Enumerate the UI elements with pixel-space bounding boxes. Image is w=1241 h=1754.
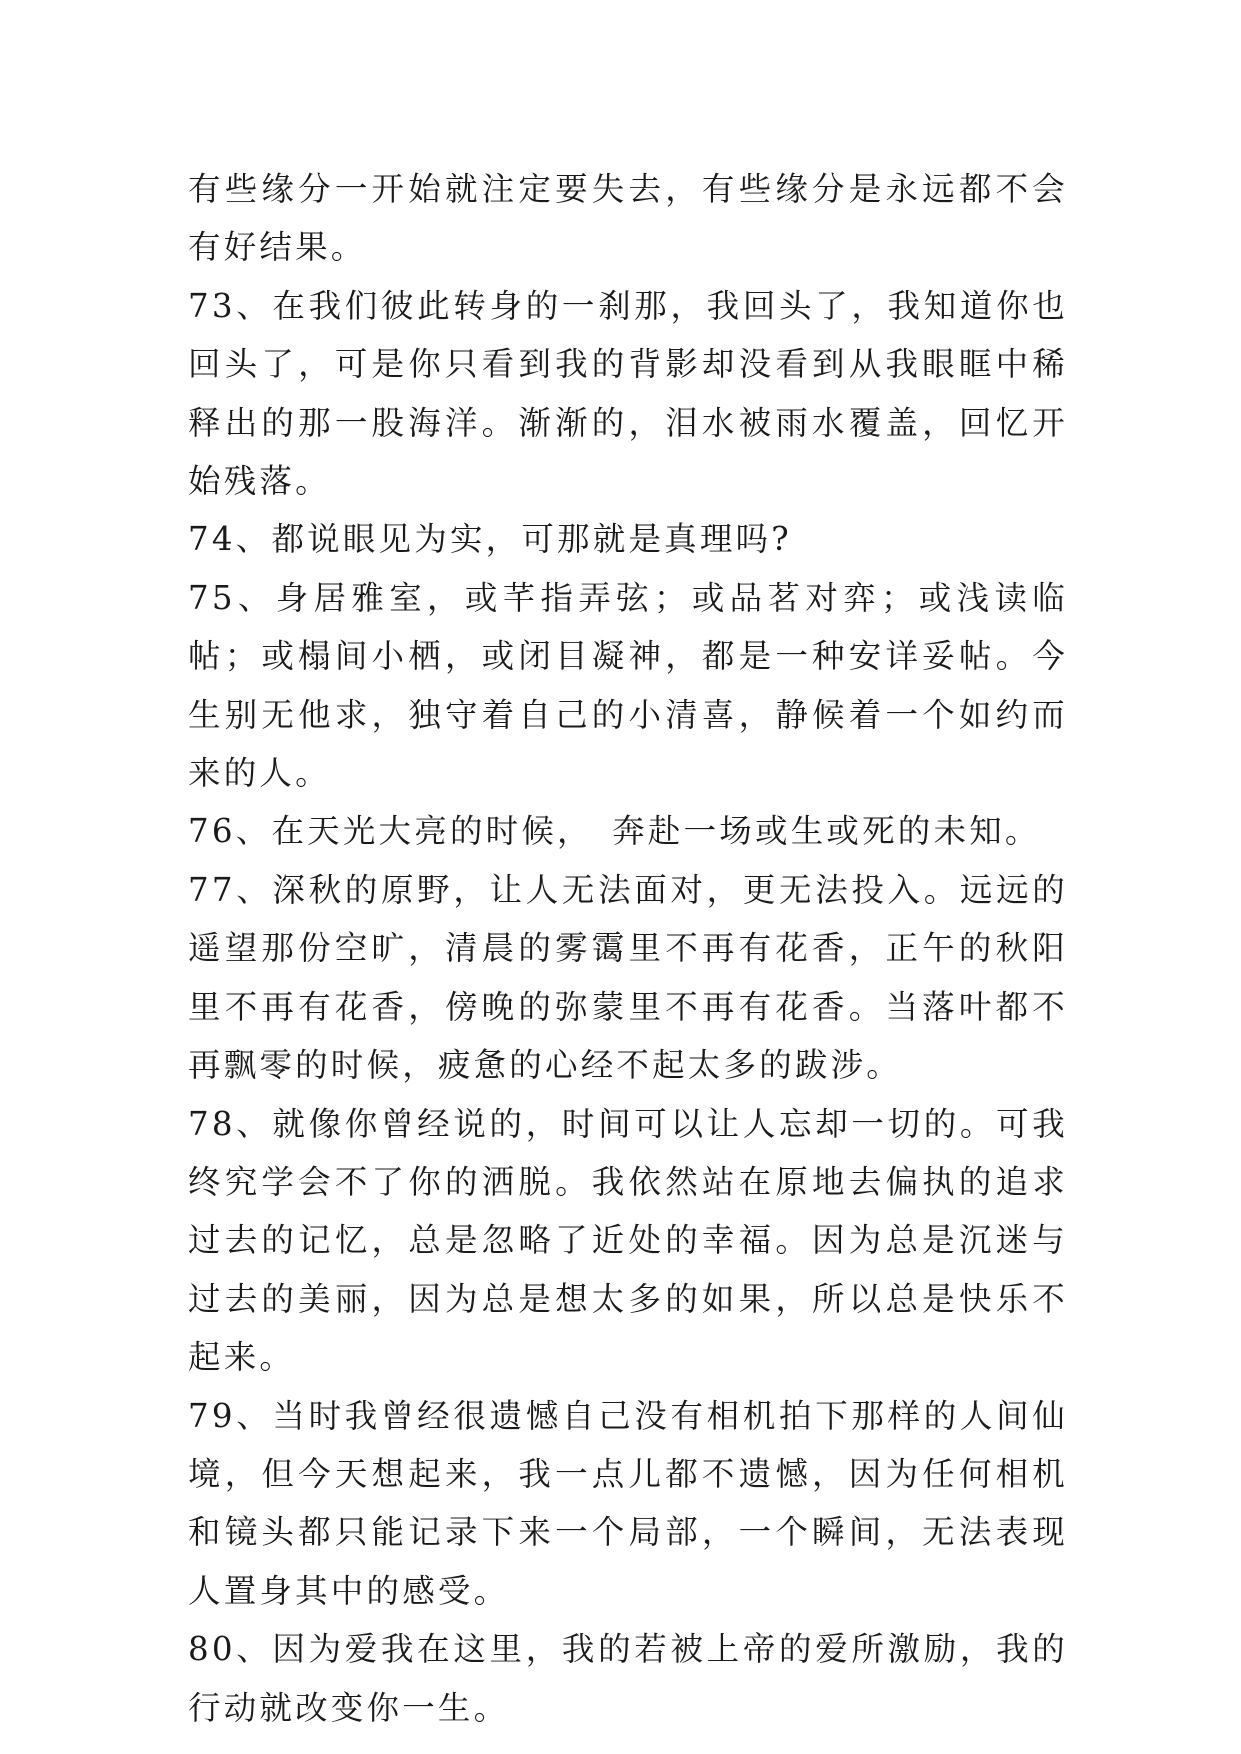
document-body — [188, 160, 1068, 1737]
paragraph-73: 73、在我们彼此转身的一刹那，我回头了，我知道你也回头了，可是你只看到我的背影却没看到从我眼眶中稀释出的那一股海洋。渐渐的，泪水被雨水覆盖，回忆开始残落。 — [188, 286, 1068, 501]
paragraph-80: 80、因为爱我在这里，我的若被上帝的爱所激励，我的行动就改变你一生。 — [188, 1630, 1068, 1727]
paragraph: 有些缘分一开始就注定要失去，有些缘分是永远都不会有好结果。 — [188, 170, 1068, 267]
paragraph-77: 77、深秋的原野，让人无法面对，更无法投入。远远的遥望那份空旷，清晨的雾霭里不再有花香，正午的秋阳里不再有花香，傍晚的弥蒙里不再有花香。当落叶都不再飘零的时候，疲惫的心经不起太多的跋涉。 — [188, 870, 1068, 1085]
paragraph-79: 79、当时我曾经很遗憾自己没有相机拍下那样的人间仙境，但今天想起来，我一点儿都不遗憾，因为任何相机和镜头都只能记录下来一个局部，一个瞬间，无法表现人置身其中的感受。 — [188, 1396, 1068, 1610]
paragraph-75: 75、身居雅室，或芊指弄弦；或品茗对弈；或浅读临帖；或榻间小栖，或闭目凝神，都是一种安详妥帖。今生别无他求，独守着自己的小清喜，静候着一个如约而来的人。 — [188, 578, 1068, 793]
paragraph-74: 74、都说眼见为实，可那就是真理吗? — [188, 520, 792, 559]
paragraph-78: 78、就像你曾经说的，时间可以让人忘却一切的。可我终究学会不了你的洒脱。我依然站在原地去偏执的追求过去的记忆，总是忽略了近处的幸福。因为总是沉迷与过去的美丽，因为总是想太多的如果，所以总是快乐不起来。 — [188, 1104, 1068, 1377]
paragraph-76: 76、在天光大亮的时候， 奔赴一场或生或死的未知。 — [188, 812, 1041, 851]
